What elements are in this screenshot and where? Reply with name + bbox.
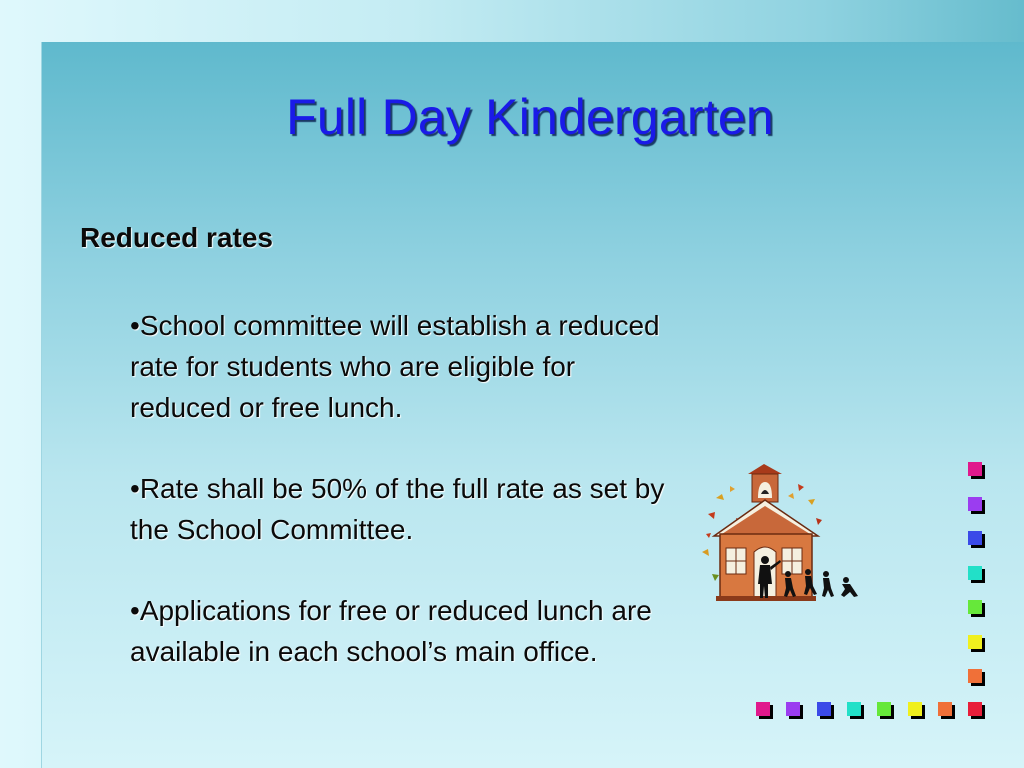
decorative-square	[968, 669, 982, 683]
decorative-square	[877, 702, 891, 716]
bullet-item	[130, 305, 670, 428]
decorative-square	[968, 497, 982, 511]
decorative-square	[847, 702, 861, 716]
decorative-square	[756, 702, 770, 716]
bullet-marker: •	[130, 473, 140, 504]
section-heading: Reduced rates	[80, 222, 273, 253]
slide-title: Full Day Kindergarten	[286, 89, 774, 145]
decorative-square	[968, 462, 982, 476]
decorative-square	[786, 702, 800, 716]
bullet-marker: •	[130, 595, 140, 626]
decorative-square	[968, 566, 982, 580]
decorative-square	[968, 635, 982, 649]
bullet-text: School committee will establish a reduced rate for students who are eligible for reduced or free lunch.	[130, 310, 660, 423]
bullet-text: Applications for free or reduced lunch are available in each school’s main office.	[130, 595, 652, 667]
decorative-square	[908, 702, 922, 716]
decorative-square	[938, 702, 952, 716]
decorative-square	[968, 531, 982, 545]
decorative-square	[968, 702, 982, 716]
bullet-text: Rate shall be 50% of the full rate as set by the School Committee.	[130, 473, 665, 545]
bullet-item	[130, 468, 670, 550]
schoolhouse-with-children-icon	[696, 456, 860, 606]
decorative-square	[817, 702, 831, 716]
bullet-item	[130, 590, 670, 672]
bullet-list	[130, 305, 670, 712]
bullet-marker: •	[130, 310, 140, 341]
decorative-square	[968, 600, 982, 614]
